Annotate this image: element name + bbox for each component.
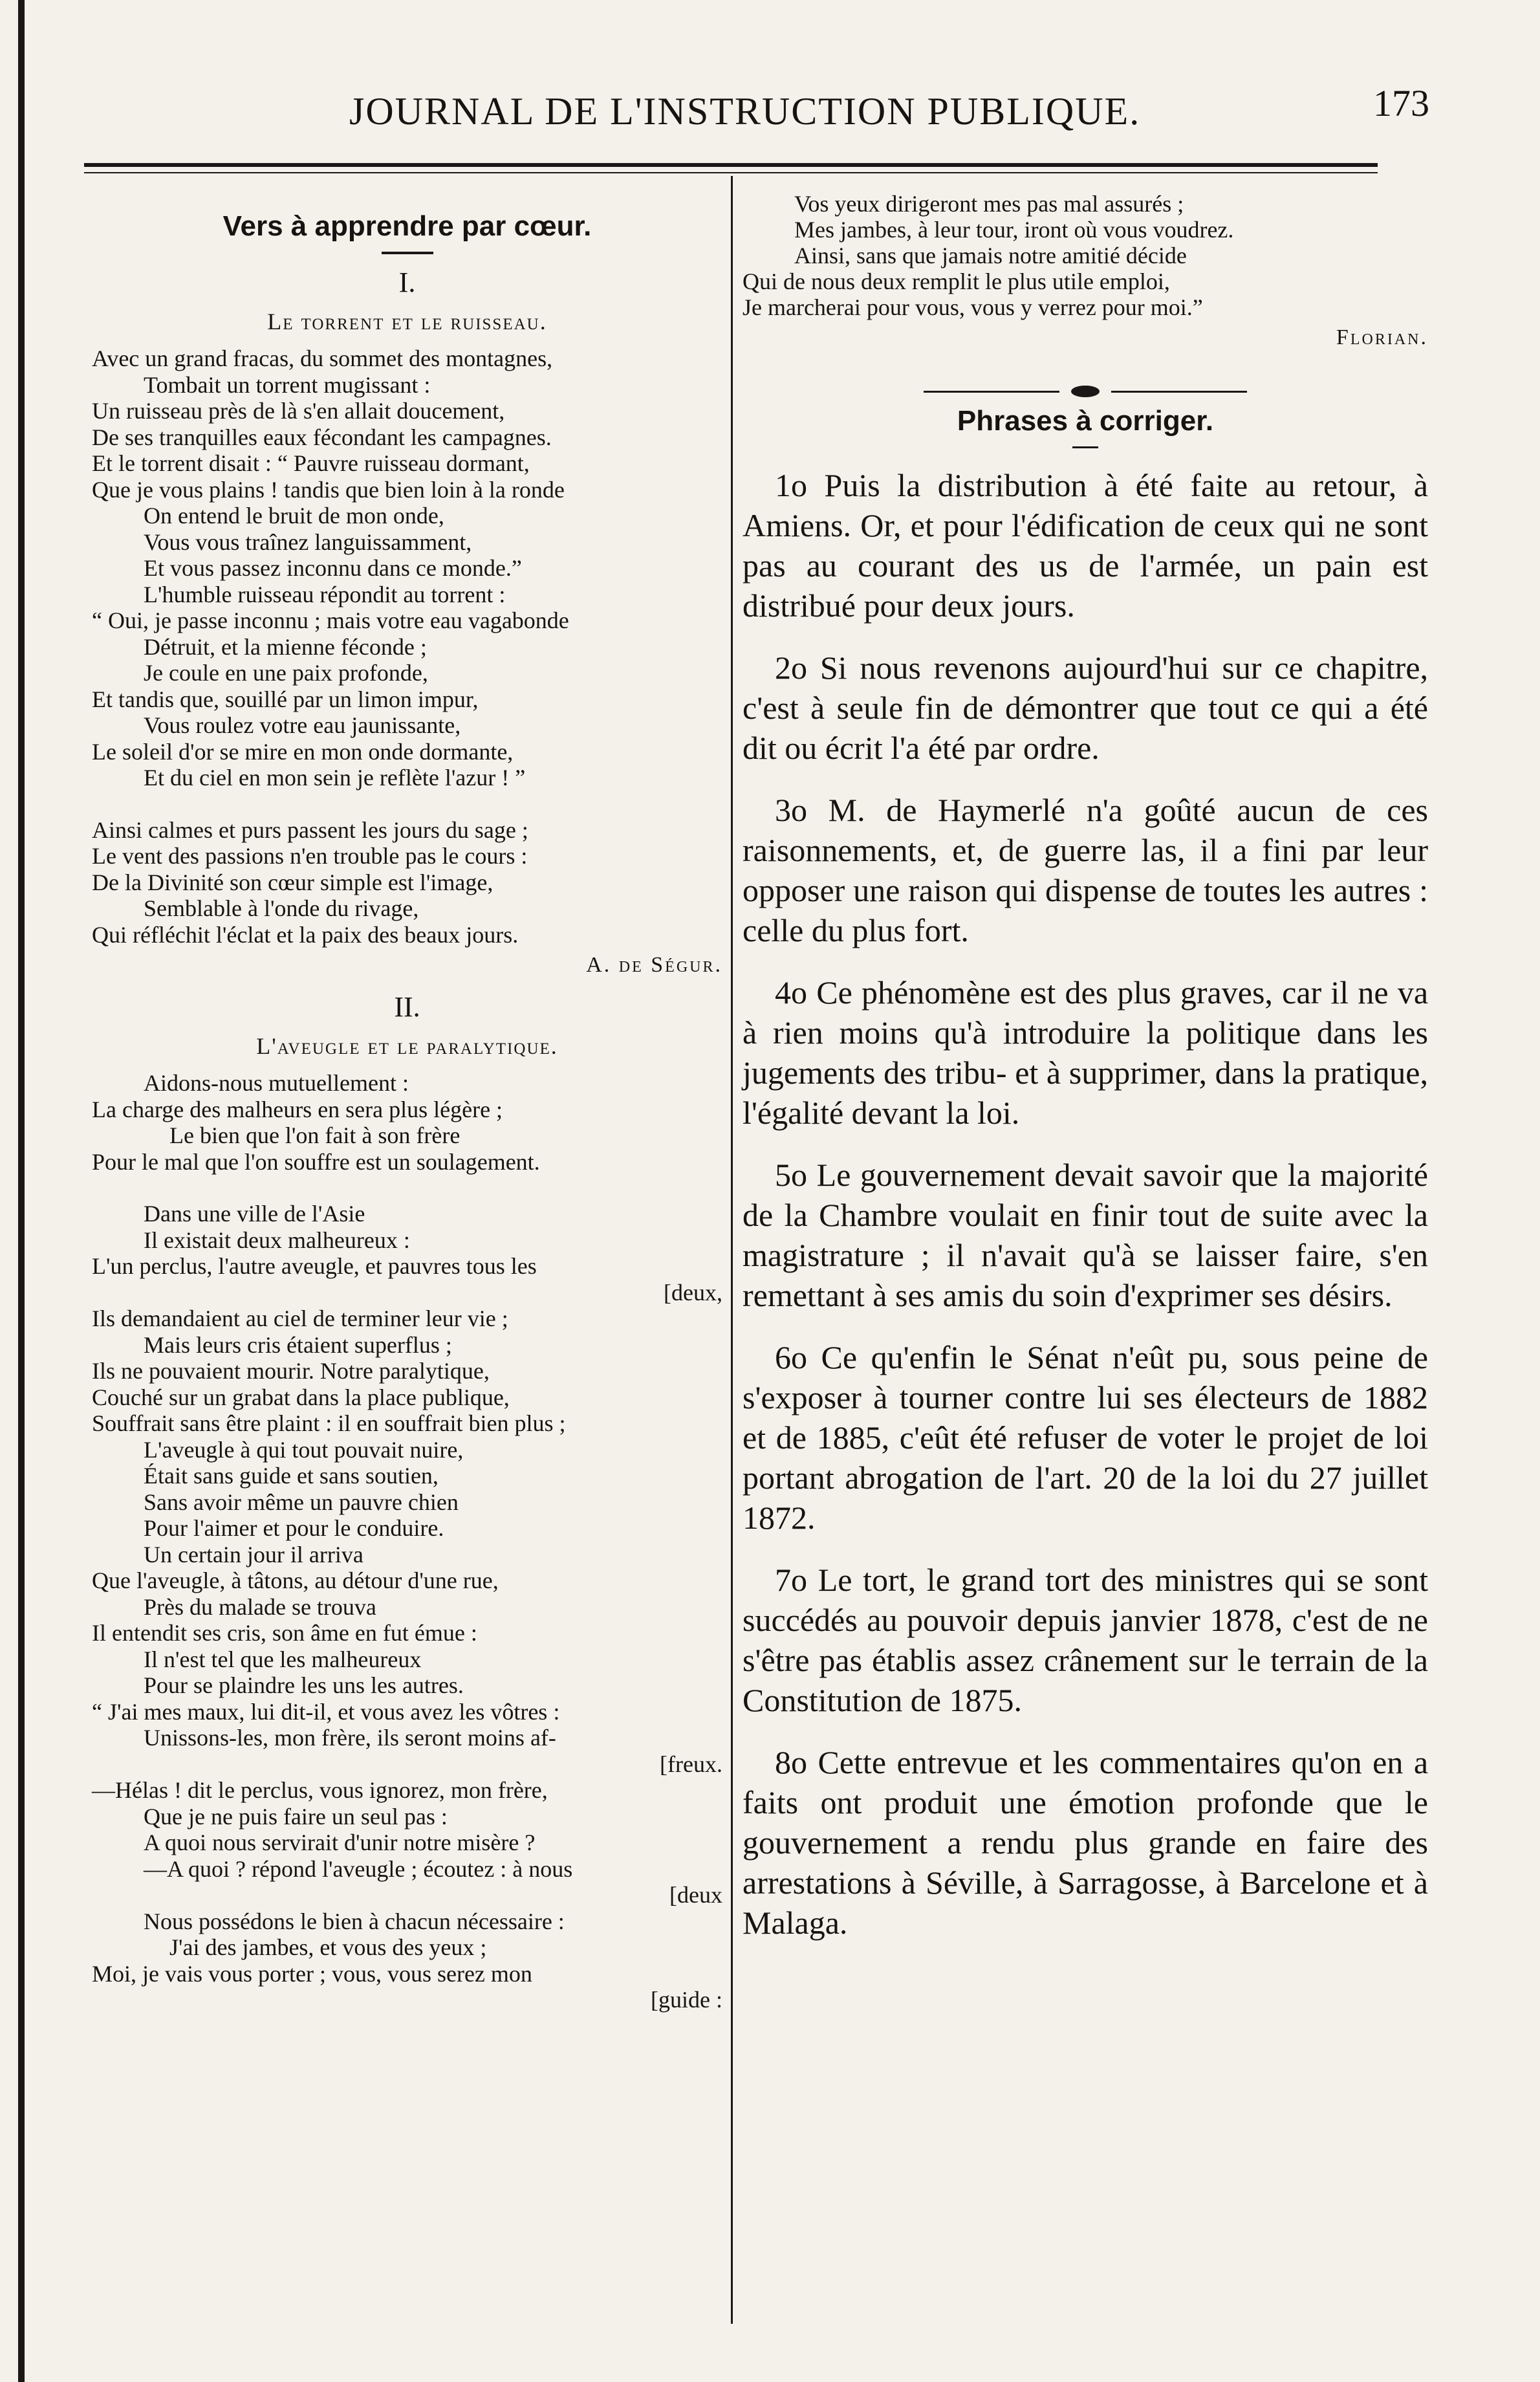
verse-line: [deux — [669, 1882, 722, 1908]
verse-line: Un certain jour il arriva — [144, 1541, 363, 1568]
verse-line: Ils demandaient au ciel de terminer leur vie ; — [92, 1306, 508, 1331]
phrase-item — [743, 972, 1428, 1133]
verse-line: Pour se plaindre les uns les autres. — [144, 1672, 464, 1698]
verse-line: Que l'aveugle, à tâtons, au détour d'une rue, — [92, 1568, 499, 1593]
verse-line: “ J'ai mes maux, lui dit-il, et vous avez les vôtres : — [92, 1698, 560, 1725]
verse-line: Le soleil d'or se mire en mon onde dormante, — [92, 738, 514, 765]
verse-line: [freux. — [660, 1751, 722, 1777]
verse-line: Mes jambes, à leur tour, iront où vous voudrez. — [794, 217, 1234, 243]
phrase-number: 7o — [775, 1562, 807, 1598]
verse-line: Et tandis que, souillé par un limon impur, — [92, 686, 479, 712]
verse-line: Unissons-les, mon frère, ils seront moins af- — [144, 1725, 556, 1751]
verse-line: [guide : — [651, 1987, 722, 2013]
verse-line: Vous roulez votre eau jaunissante, — [144, 712, 461, 738]
page-margin-edge — [18, 0, 25, 2382]
poem-numeral: II. — [394, 991, 420, 1023]
verse-line: Je marcherai pour vous, vous y verrez pour moi.” — [743, 294, 1203, 320]
verse-line: Pour le mal que l'on souffre est un soulagement. — [92, 1148, 540, 1175]
section-ornament — [924, 386, 1247, 399]
verse-line: Qui de nous deux remplit le plus utile emploi, — [743, 268, 1170, 294]
phrase-text: Ce phénomène est des plus graves, car il ne va à rien moins qu'à introduire la politique dans les jugements des tribu- et à supprimer, dans la pratique, l'égalité devant la loi. — [743, 974, 1429, 1131]
phrase-number: 4o — [775, 974, 807, 1011]
verse-line: Vos yeux dirigeront mes pas mal assurés ; — [794, 191, 1184, 217]
phrase-number: 8o — [775, 1744, 807, 1780]
verse-line: Ainsi calmes et purs passent les jours du sage ; — [92, 816, 528, 843]
phrase-number: 3o — [775, 792, 807, 828]
verse-line: “ Oui, je passe inconnu ; mais votre eau vagabonde — [92, 607, 569, 633]
verse-line: Pour l'aimer et pour le conduire. — [144, 1515, 444, 1541]
verse-line: On entend le bruit de mon onde, — [144, 503, 444, 529]
phrase-text: Cette entrevue et les commentaires qu'on en a faits ont produit une émotion profonde que le gouvernement a rendu plus grande en faire des arrestations à Séville, à Sarragosse, à Barcelone et à Malaga. — [743, 1744, 1429, 1941]
phrase-item — [743, 1155, 1428, 1315]
poem-stanza — [92, 345, 722, 791]
poem-author: A. de Ségur. — [586, 953, 722, 977]
poem-author: Florian. — [1336, 325, 1428, 349]
phrase-item — [743, 648, 1428, 768]
verse-line: Avec un grand fracas, du sommet des montagnes, — [92, 345, 553, 371]
verse-line: L'aveugle à qui tout pouvait nuire, — [144, 1436, 464, 1463]
poem-title: Le torrent et le ruisseau. — [267, 309, 547, 334]
phrase-text: Ce qu'enfin le Sénat n'eût pu, sous peine de s'exposer à tourner contre lui ses électeurs de 1882 et de 1885, c'eût été refuser de voter le projet de loi portant abrogation de l'art. 20 de la loi du 27 juillet 1872. — [743, 1339, 1429, 1536]
verse-line: Le vent des passions n'en trouble pas le cours : — [92, 843, 528, 869]
verse-line: —A quoi ? répond l'aveugle ; écoutez : à nous — [144, 1855, 573, 1882]
phrase-text: Si nous revenons aujourd'hui sur ce chapitre, c'est à seule fin de démontrer que tout ce qui a été dit ou écrit l'a été par ordre. — [743, 650, 1429, 766]
poem-numeral: I. — [398, 267, 416, 298]
phrase-item — [743, 1742, 1428, 1943]
running-title: JOURNAL DE L'INSTRUCTION PUBLIQUE. — [349, 90, 1141, 133]
phrase-number: 5o — [775, 1157, 807, 1193]
verse-line: L'un perclus, l'autre aveugle, et pauvres tous les — [92, 1253, 537, 1279]
page-header — [91, 76, 1442, 135]
verse-line: [deux, — [664, 1279, 722, 1306]
verse-line: Que je vous plains ! tandis que bien loin à la ronde — [92, 476, 565, 503]
verse-line: Ils ne pouvaient mourir. Notre paralytique, — [92, 1358, 490, 1384]
heading-rule — [382, 252, 433, 254]
verse-line: Que je ne puis faire un seul pas : — [144, 1803, 448, 1830]
phrase-text: Le gouvernement devait savoir que la majorité de la Chambre voulait en finir tout de suite avec la magistrature ; il n'avait qu'à se laisser faire, s'en remettant à ses amis du soin d'exprimer ses désirs. — [743, 1157, 1429, 1313]
verse-line: De la Divinité son cœur simple est l'image, — [92, 869, 493, 895]
heading-rule — [1072, 446, 1098, 448]
verse-line: Couché sur un grabat dans la place publique, — [92, 1384, 510, 1410]
verse-line: Un ruisseau près de là s'en allait doucement, — [92, 398, 505, 424]
phrase-item — [743, 790, 1428, 950]
poem-body — [92, 1201, 722, 2013]
phrase-item — [743, 1560, 1428, 1720]
verse-line: Il entendit ses cris, son âme en fut émue : — [92, 1620, 477, 1646]
header-rule-thin — [84, 172, 1378, 173]
phrase-text: Puis la distribution à été faite au retour, à Amiens. Or, et pour l'édification de ceux qui ne sont pas au courant des us de l'armée, un pain est distribué pour deux jours. — [743, 467, 1428, 624]
verse-line: La charge des malheurs en sera plus légère ; — [92, 1096, 503, 1122]
verse-line: Il existait deux malheureux : — [144, 1227, 410, 1253]
poem-moral — [92, 817, 722, 948]
verse-line: Et vous passez inconnu dans ce monde.” — [144, 555, 522, 581]
verse-line: Moi, je vais vous porter ; vous, vous serez mon — [92, 1960, 532, 1987]
verse-line: A quoi nous servirait d'unir notre misère ? — [144, 1830, 536, 1855]
page-number: 173 — [1373, 82, 1429, 124]
verse-line: J'ai des jambes, et vous des yeux ; — [169, 1934, 487, 1960]
verse-line: Ainsi, sans que jamais notre amitié décide — [794, 243, 1187, 268]
verse-line: Aidons-nous mutuellement : — [144, 1070, 409, 1096]
verse-continuation — [743, 191, 1428, 320]
verse-line: Sans avoir même un pauvre chien — [144, 1489, 459, 1515]
verse-line: Nous possédons le bien à chacun nécessaire : — [144, 1908, 565, 1934]
section-heading-verses: Vers à apprendre par cœur. — [222, 210, 592, 242]
verse-line: Vous vous traînez languissamment, — [144, 529, 472, 555]
verse-line: De ses tranquilles eaux fécondant les campagnes. — [92, 424, 552, 450]
verse-line: Souffrait sans être plaint : il en souffrait bien plus ; — [92, 1410, 566, 1436]
verse-line: L'humble ruisseau répondit au torrent : — [144, 581, 506, 607]
phrase-number: 2o — [775, 650, 807, 686]
phrase-text: M. de Haymerlé n'a goûté aucun de ces raisonnements, et, de guerre las, il a fini par leur opposer une raison qui dispense de toutes les autres : celle du plus fort. — [743, 792, 1429, 948]
verse-line: Près du malade se trouva — [144, 1593, 376, 1620]
verse-line: Qui réfléchit l'éclat et la paix des beaux jours. — [92, 921, 519, 948]
verse-line: Tombait un torrent mugissant : — [144, 371, 431, 398]
verse-line: Mais leurs cris étaient superflus ; — [144, 1331, 452, 1358]
verse-line: Dans une ville de l'Asie — [144, 1201, 365, 1227]
verse-line: Il n'est tel que les malheureux — [144, 1646, 422, 1672]
column-divider — [731, 176, 733, 2324]
poem-title: L'aveugle et le paralytique. — [256, 1033, 558, 1059]
phrase-item — [743, 1337, 1428, 1538]
verse-line: Détruit, et la mienne féconde ; — [144, 633, 427, 660]
verse-line: Semblable à l'onde du rivage, — [144, 895, 419, 921]
phrase-text: Le tort, le grand tort des ministres qui se sont succédés au pouvoir depuis janvier 1878, c'est de ne s'être pas établis assez crânement sur le terrain de la Constitution de 1875. — [743, 1562, 1428, 1718]
verse-line: Et le torrent disait : “ Pauvre ruisseau dormant, — [92, 450, 530, 476]
phrase-number: 6o — [775, 1339, 807, 1375]
left-column — [92, 204, 722, 2013]
header-rule — [84, 163, 1378, 167]
verse-line: Et du ciel en mon sein je reflète l'azur ! ” — [144, 765, 526, 791]
phrase-number: 1o — [775, 467, 807, 503]
section-heading-phrases: Phrases à corriger. — [957, 405, 1214, 437]
verse-line: Le bien que l'on fait à son frère — [169, 1122, 461, 1148]
verse-line: —Hélas ! dit le perclus, vous ignorez, mon frère, — [92, 1777, 548, 1803]
right-column — [743, 191, 1428, 1965]
verse-line: Je coule en une paix profonde, — [144, 660, 428, 686]
poem-intro — [92, 1070, 722, 1175]
phrase-item — [743, 465, 1428, 626]
verse-line: Était sans guide et sans soutien, — [144, 1463, 439, 1489]
